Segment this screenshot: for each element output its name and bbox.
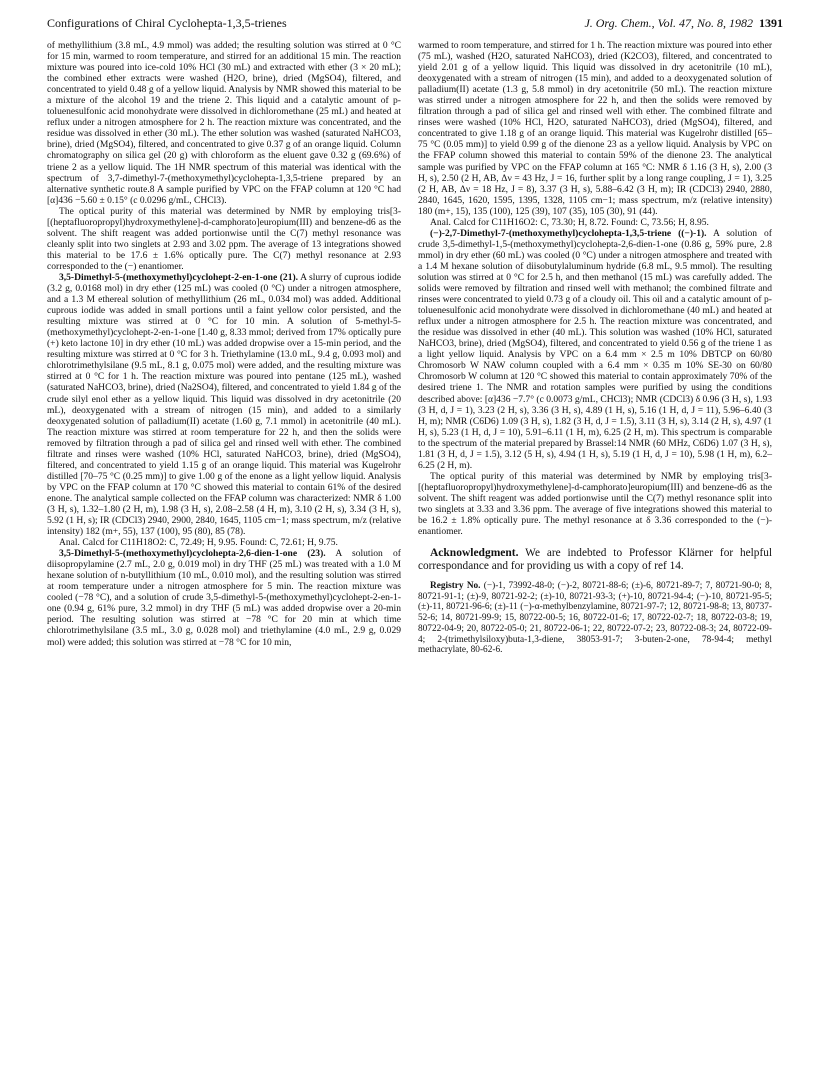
- experimental-section: [47, 548, 401, 647]
- compound-heading: (−)-2,7-Dimethyl-7-(methoxymethyl)cyclohepta-1,3,5-triene ((−)-1).: [430, 227, 707, 239]
- paragraph: The optical purity of this material was determined by NMR by employing tris[3-[(heptafluoropropyl)hydroxymethylene]-d-camphorato]europium(III) and benzene-d6 as the solvent. The shift reagent was added portionwise until the C(7) methyl resonance was cleanly split into two singlets at 2.93 and 3.02 ppm. The average of 13 integrations showed this material to be 17.6 ± 1.6% optically pure. The C(7) methyl resonance at 2.93 corresponded to the (−) enantiomer.: [47, 205, 401, 272]
- experimental-section: [418, 228, 772, 471]
- paragraph: The optical purity of this material was determined by NMR by employing tris[3-[(heptafluoropropyl)hydroxymethylene]-d-camphorato]europium(III) and benzene-d6 as the solvent. The shift reagent was added portionwise until the C(7) methyl resonance split into two singlets at 3.33 and 3.36 ppm. The average of five integrations showed this material to be 16.2 ± 1.8% optically pure. The methyl resonance at δ 3.36 corresponded to the (−)-enantiomer.: [418, 470, 772, 538]
- paragraph: Anal. Calcd for C11H16O2: C, 73.30; H, 8.72. Found: C, 73.56; H, 8.95.: [430, 216, 709, 228]
- left-column: [47, 40, 401, 648]
- paragraph: of methyllithium (3.8 mL, 4.9 mmol) was added; the resulting solution was stirred at 0 °C for 15 min, warmed to room temperature, and stirred for an additional 15 min. The reaction mixture was poured into ice-cold 10% HCl (30 mL) and extracted with ether (3 × 20 mL); the combined ether extracts were washed (H2O, brine), dried (MgSO4), filtered, and concentrated to yield 0.48 g of a yellow liquid. Analysis by NMR showed this material to be a mixture of the alcohol 19 and the triene 2. This liquid and a catalytic amount of p-toluenesulfonic acid monohydrate were dissolved in dichloromethane (25 mL) and heated at reflux under a nitrogen atmosphere for 2 h. The reaction mixture was concentrated, and the residue was dissolved in ether (30 mL). The ether solution was washed (saturated NaHCO3, brine), dried (MgSO4), filtered, and concentrated to give 0.37 g of an orange liquid. Column chromatography on silica gel (20 g) with chloroform as the eluent gave 0.32 g (69.6%) of triene 2 as a yellow liquid. The 1H NMR spectrum of this material was identical with the spectrum of 3,7-dimethyl-7-(methoxymethyl)cyclohepta-1,3,5-triene prepared by an alternative synthetic route.8 A sample purified by VPC on the FFAP column at 120 °C had [α]436 −5.60 ± 0.15° (c 0.0296 g/mL, CHCl3).: [47, 40, 401, 206]
- paragraph-body: A solution of diisopropylamine (2.7 mL, 2.0 g, 0.019 mol) in dry THF (25 mL) was treated with a 1.0 M hexane solution of n-butyllithium (10 mL, 0.010 mol), and the resulting solution was stirred at room temperature under a nitrogen atmosphere for 5 min. The reaction mixture was cooled (−78 °C), and a solution of crude 3,5-dimethyl-5-(methoxymethyl)cyclohept-2-en-1-one (0.94 g, 61% pure, 3.2 mmol) in dry THF (5 mL) was added dropwise over a 20-min period. The resulting solution was stirred at −78 °C for 20 min at which time chlorotrimethylsilane (3.5 mL, 3.0 g, 0.028 mol) and triethylamine (4.0 mL, 2.9 g, 0.029 mol) were added; this solution was stirred at −78 °C for 10 min,: [47, 548, 401, 648]
- paragraph: warmed to room temperature, and stirred for 1 h. The reaction mixture was poured into ether (75 mL), washed (H2O, saturated NaHCO3), dried (K2CO3), filtered, and concentrated to yield 2.01 g of a yellow liquid. This liquid was dissolved in dry acetonitrile (10 mL), deoxygenated with a stream of nitrogen (15 min), and added to a deoxygenated solution of palladium(II) acetate (1.3 g, 5.8 mmol) in dry acetonitrile (50 mL). The reaction mixture was stirred under a nitrogen atmosphere for 22 h, and then the solids were removed by filtration through a pad of silica gel and rinsed well with ether. The combined filtrate and rinses were washed (10% HCl, H2O, saturated NaHCO3), dried (MgSO4), filtered, and concentrated to give 1.18 g of an orange liquid. This material was Kugelrohr distilled [65–75 °C (0.05 mm)] to yield 0.99 g of the dienone 23 as a yellow liquid. Analysis by VPC on the FFAP column showed this material to contain 59% of the dienone 23. The analytical sample was purified by VPC on the FFAP column at 165 °C: NMR δ 1.16 (3 H, s), 2.00 (3 H, s), 2.50 (2 H, AB, Δν = 43 Hz, J = 16, further split by a long range coupling, J = 1), 3.25 (2 H, AB, Δν = 18 Hz, J = 8), 3.37 (3 H, s), 5.88–6.42 (3 H, m); IR (CDCl3) 2940, 2880, 2840, 1645, 1620, 1595, 1395, 1328, 1105 cm−1; mass spectrum, m/z (relative intensity) 180 (m+, 15), 135 (100), 125 (39), 107 (35), 105 (30), 91 (44).: [418, 40, 772, 217]
- paragraph: Anal. Calcd for C11H18O2: C, 72.49; H, 9.95. Found: C, 72.61; H, 9.75.: [59, 537, 338, 549]
- page-number: 1391: [759, 16, 783, 30]
- acknowledgment: [418, 547, 772, 573]
- compound-heading: 3,5-Dimethyl-5-(methoxymethyl)cyclohepta-2,6-dien-1-one (23).: [59, 548, 326, 560]
- right-column: [418, 40, 772, 656]
- journal-citation: [584, 16, 783, 31]
- running-title: Configurations of Chiral Cyclohepta-1,3,5-trienes: [47, 16, 287, 30]
- paragraph-body: A solution of crude 3,5-dimethyl-1,5-(methoxymethyl)cyclohepta-2,6-dien-1-one (0.86 g, 59% pure, 2.8 mmol) in dry ether (60 mL) was cooled (0 °C) under a nitrogen atmosphere and treated with a 1.4 M hexane solution of diisobutylaluminum hydride (6.8 mL, 9.5 mmol). The resulting solution was stirred at 0 °C for 2.5 h, and then methanol (15 mL) was carefully added. The solids were removed by filtration and rinsed well with methanol; the combined filtrate and rinses were concentrated to yield 0.73 g of a cloudy oil. This oil and a catalytic amount of p-toluenesulfonic acid monohydrate were dissolved in dichloromethane (40 mL) and heated at reflux under a nitrogen atmosphere for 2.5 h. The reaction mixture was concentrated, and the residue was dissolved in ether (40 mL). This solution was washed (10% HCl, saturated NaHCO3, brine), dried (MgSO4), filtered, and concentrated to yield 0.56 g of the triene 1 as a light yellow liquid. Analysis by VPC on a 6.4 mm × 2.5 m 10% DBTCP on 60/80 Chromosorb W NAW column coupled with a 6.4 mm × 0.35 m 10% SE-30 on 60/80 Chromosorb W column at 120 °C showed this material to contain approximately 70% of the desired triene 1. The NMR and rotation samples were purified by using the conditions described above: [α]436 −7.7° (c 0.0073 g/mL, CHCl3); NMR (CDCl3) δ 0.96 (3 H, s), 1.93 (3 H, d, J = 1), 3.23 (2 H, s), 3.36 (3 H, s), 4.89 (1 H, s), 5.16 (1 H, d, J = 11), 5.96–6.40 (3 H, m); NMR (C6D6) 1.09 (3 H, s), 1.82 (3 H, d, J = 1.5), 3.11 (3 H, s), 3.14 (2 H, s), 4.97 (1 H, s), 5.23 (1 H, d, J = 10), 5.91–6.11 (1 H, m), 6.25 (2 H, m). This spectrum is comparable to the spectrum of the material prepared by Brassel:14 NMR (60 MHz, C6D6) 1.07 (3 H, s), 1.81 (3 H, d, J = 1.5), 3.12 (5 H, s), 4.94 (1 H, s), 5.19 (1 H, d, J = 10), 5.98 (1 H, m), 6.2–6.25 (2 H, m).: [418, 227, 772, 471]
- registry-body: (−)-1, 73992-48-0; (−)-2, 80721-88-6; (±)-6, 80721-89-7; 7, 80721-90-0; 8, 80721-91-1; (±)-9, 80721-92-2; (±)-10, 80721-93-3; (+)-10, 80721-94-4; (−)-10, 80721-95-5; (±)-11, 80721-96-6; (±)-11 (−)-α-methylbenzylamine, 80721-97-7; 12, 80721-98-8; 13, 80737-52-6; 14, 80721-99-9; 15, 80722-00-5; 16, 80722-01-6; 17, 80722-02-7; 18, 80722-03-8; 19, 80722-04-9; 20, 80722-05-0; 21, 80722-06-1; 22, 80722-07-2; 23, 80722-08-3; 24, 80722-09-4; 2-(trimethylsiloxy)buta-1,3-diene, 38053-91-7; 3-buten-2-one, 78-94-4; methyl methacrylate, 80-62-6.: [418, 580, 772, 656]
- compound-heading: 3,5-Dimethyl-5-(methoxymethyl)cyclohept-2-en-1-one (21).: [59, 271, 299, 283]
- experimental-section: [47, 272, 401, 537]
- paragraph-body: A slurry of cuprous iodide (3.2 g, 0.0168 mol) in dry ether (125 mL) was cooled (0 °C) under a nitrogen atmosphere, and a 1.3 M ethereal solution of methyllithium (26 mL, 0.034 mol) was added. Additional cuprous iodide was added in small portions until a faint yellow color persisted, and the resulting mixture was stirred at 0 °C for 10 min. A solution of 5-methyl-5-(methoxymethyl)cyclohept-2-en-1-one [1.40 g, 8.33 mmol; derived from 17% optically pure (+) keto lactone 10] in dry ether (10 mL) was added dropwise over a 15-min period, and the resulting mixture was stirred at 0 °C for 3 h. Triethylamine (13.0 mL, 9.4 g, 0.093 mol) and chlorotrimethylsilane (9.5 mL, 8.1 g, 0.075 mol) were added, and the resulting mixture was stirred at 0 °C for 1 h. The reaction mixture was poured into pentane (125 mL), washed (saturated NaHCO3, brine), dried (Na2SO4), filtered, and concentrated to yield 1.84 g of the crude silyl enol ether as a yellow liquid. This liquid was dissolved in dry acetonitrile (20 mL), deoxygenated with a stream of nitrogen (15 min), and added to a similarly deoxygenated solution of palladium(II) acetate (1.60 g, 7.1 mmol) in acetonitrile (40 mL). The reaction mixture was stirred at room temperature for 22 h, and then the solids were removed by filtration through a pad of silica gel and rinsed well with ether. The combined filtrate and rinses were washed (10% HCl, saturated NaHCO3, brine), dried (MgSO4), filtered, and concentrated to yield 1.15 g of an orange liquid. This material was Kugelrohr distilled [70–75 °C (0.25 mm)] to give 1.00 g of the enone as a light yellow liquid. Analysis by VPC on the FFAP column at 170 °C showed this material to contain 61% of the desired enone. The analytical sample collected on the FFAP column was characterized: NMR δ 1.00 (3 H, s), 1.32–1.80 (2 H, m), 1.98 (3 H, s), 2.08–2.58 (4 H, m), 3.10 (2 H, s), 3.34 (3 H, s), 5.92 (1 H, s); IR (CDCl3) 2940, 2900, 2840, 1645, 1105 cm−1; mass spectrum, m/z (relative intensity) 182 (m+, 55), 137 (100), 95 (80), 85 (78).: [47, 271, 401, 538]
- journal-name: J. Org. Chem., Vol. 47, No. 8, 1982: [584, 16, 753, 30]
- acknowledgment-body: We are indebted to Professor Klärner for helpful correspondance and for providing us with a copy of ref 14.: [418, 547, 772, 572]
- registry-numbers: [418, 581, 772, 657]
- registry-heading: Registry No.: [430, 580, 481, 591]
- acknowledgment-heading: Acknowledgment.: [430, 547, 519, 560]
